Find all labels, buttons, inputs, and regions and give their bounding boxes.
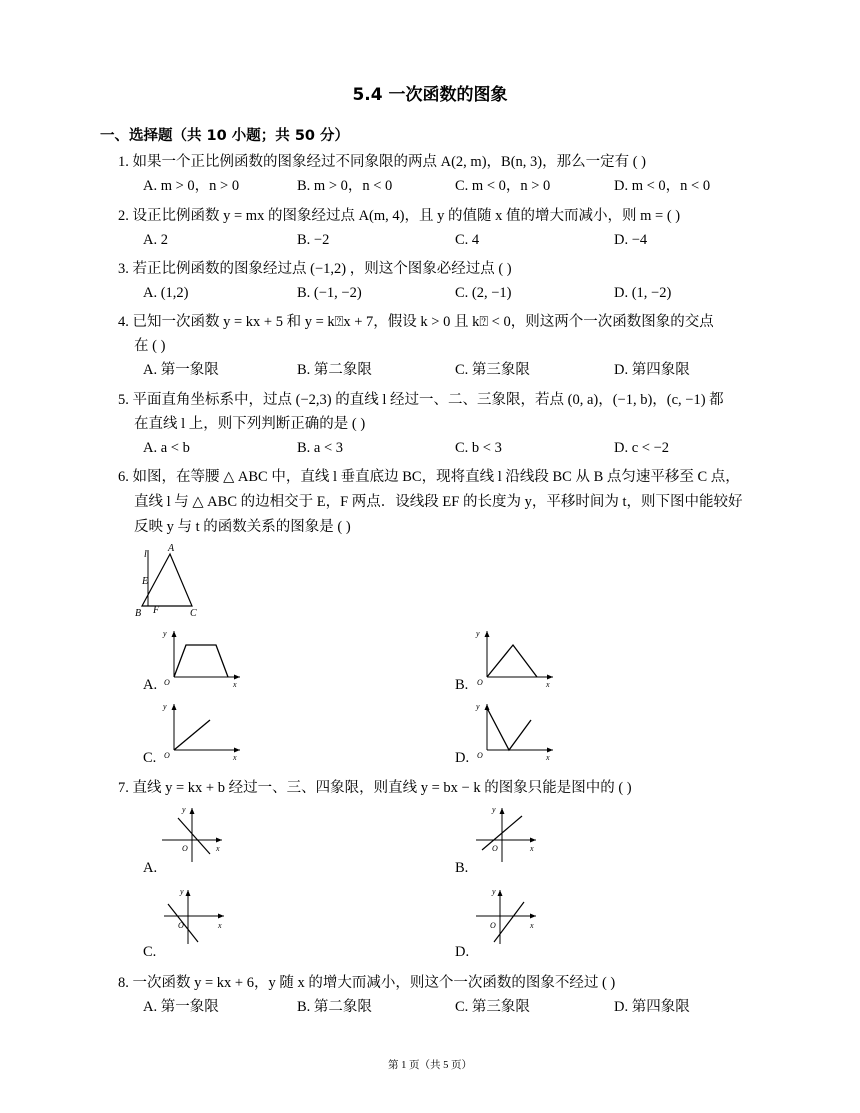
y-arrow [485,631,490,637]
y-label: y [182,805,186,814]
q6-stem-line2: 直线 l 与 △ ABC 的边相交于 E，F 两点．设线段 EF 的长度为 y，平移时间为 t，则下图中能较好 [134,494,743,510]
q2-stem: 2. 设正比例函数 y = mx 的图象经过点 A(m, 4)，且 y 的值随 x 值的增大而减小，则 m = ( ) [118,208,681,224]
y-label: y [476,629,480,638]
y-arrow [190,808,195,814]
q8-stem: 8. 一次函数 y = kx + 6，y 随 x 的增大而减小，则这个一次函数的图象不经过 ( ) [118,975,616,991]
q7-stem: 7. 直线 y = kx + b 经过一、三、四象限，则直线 y = bx − k 的图象只能是图中的 ( ) [118,780,632,796]
q8-option-b: B. 第二象限 [297,999,372,1015]
page-footer: 第 1 页（共 5 页） [388,1060,472,1071]
x-label: x [546,680,550,689]
y-label: y [180,887,184,896]
label-b: B [135,608,142,619]
q6-stem-line1: 6. 如图，在等腰 △ ABC 中，直线 l 垂直底边 BC，现将直线 l 沿线段 BC 从 B 点匀速平移至 C 点， [118,469,740,485]
x-arrow [547,675,553,680]
q7-option-c-label: C. [143,944,157,960]
q6-option-b-label: B. [455,677,469,693]
q7-option-d-label: D. [455,944,470,960]
q1-option-c: C. m < 0，n > 0 [455,178,551,194]
q1-option-b: B. m > 0，n < 0 [297,178,393,194]
q7-graph-a [158,804,228,866]
q2-option-d: D. −4 [614,232,648,248]
q3-option-c: C. (2, −1) [455,285,512,301]
x-arrow [234,748,240,753]
triangle-abc-figure [132,542,204,622]
q7-graph-c [160,886,230,948]
x-arrow [530,914,536,919]
q6-graph-b [473,627,557,689]
q4-stem-line2: 在 ( ) [134,338,166,354]
origin-label: O [178,921,184,930]
q6-graph-a [160,627,244,689]
section-heading: 一、选择题（共 10 小题；共 50 分） [100,128,350,144]
q5-stem-line1: 5. 平面直角坐标系中，过点 (−2,3) 的直线 l 经过一、二、三象限，若点 (0, a)，(−1, b)，(c, −1) 都 [118,392,724,408]
x-label: x [216,844,220,853]
x-arrow [218,914,224,919]
x-label: x [218,921,222,930]
q6-option-a-label: A. [143,677,158,693]
label-l: l [144,549,147,560]
graph-line [494,902,524,942]
q8-option-d: D. 第四象限 [614,999,690,1015]
q3-option-a: A. (1,2) [143,285,189,301]
triangle-abc [142,554,192,606]
q5-option-a: A. a < b [143,440,190,456]
graph-curve [487,645,537,677]
origin-label: O [164,751,170,760]
q3-option-d: D. (1, −2) [614,285,672,301]
q7-option-b-label: B. [455,860,469,876]
origin-label: O [477,678,483,687]
x-arrow [216,838,222,843]
label-f: F [153,605,160,616]
y-arrow [498,890,503,896]
q4-option-b: B. 第二象限 [297,362,372,378]
label-c: C [190,608,197,619]
q1-option-a: A. m > 0，n > 0 [143,178,240,194]
q3-option-b: B. (−1, −2) [297,285,362,301]
y-arrow [172,704,177,710]
x-arrow [234,675,240,680]
x-label: x [233,680,237,689]
graph-curve [487,708,531,750]
q6-option-d-label: D. [455,750,470,766]
q8-option-a: A. 第一象限 [143,999,219,1015]
x-label: x [546,753,550,762]
y-arrow [500,808,505,814]
origin-label: O [182,844,188,853]
q6-stem-line3: 反映 y 与 t 的函数关系的图象是 ( ) [134,519,351,535]
q7-option-a-label: A. [143,860,158,876]
q4-stem-line1: 4. 已知一次函数 y = kx + 5 和 y = k⍰x + 7，假设 k > 0 且 k⍰ < 0，则这两个一次函数图象的交点 [118,314,714,330]
x-arrow [547,748,553,753]
y-label: y [492,887,496,896]
q8-option-c: C. 第三象限 [455,999,530,1015]
q5-option-c: C. b < 3 [455,440,502,456]
y-arrow [172,631,177,637]
q2-option-b: B. −2 [297,232,330,248]
origin-label: O [164,678,170,687]
q2-option-a: A. 2 [143,232,168,248]
page-title: 5.4 一次函数的图象 [352,85,508,105]
q4-option-c: C. 第三象限 [455,362,530,378]
x-arrow [530,838,536,843]
x-label: x [530,844,534,853]
q4-option-a: A. 第一象限 [143,362,219,378]
y-label: y [476,702,480,711]
q3-stem: 3. 若正比例函数的图象经过点 (−1,2) ，则这个图象必经过点 ( ) [118,261,512,277]
q6-graph-d [473,700,557,762]
graph-curve [174,720,210,750]
q1-option-d: D. m < 0，n < 0 [614,178,711,194]
y-label: y [492,805,496,814]
q1-stem: 1. 如果一个正比例函数的图象经过不同象限的两点 A(2, m)，B(n, 3)，那么一定有 ( ) [118,154,647,170]
q5-option-d: D. c < −2 [614,440,670,456]
label-e: E [142,576,149,587]
y-label: y [163,629,167,638]
label-a: A [168,543,175,554]
origin-label: O [492,844,498,853]
q6-graph-c [160,700,244,762]
origin-label: O [490,921,496,930]
q5-stem-line2: 在直线 l 上，则下列判断正确的是 ( ) [134,416,366,432]
graph-curve [174,645,228,677]
q6-option-c-label: C. [143,750,157,766]
q7-graph-b [472,804,542,866]
x-label: x [233,753,237,762]
x-label: x [530,921,534,930]
y-arrow [186,890,191,896]
q7-graph-d [472,886,542,948]
y-label: y [163,702,167,711]
q4-option-d: D. 第四象限 [614,362,690,378]
q2-option-c: C. 4 [455,232,480,248]
q5-option-b: B. a < 3 [297,440,344,456]
origin-label: O [477,751,483,760]
